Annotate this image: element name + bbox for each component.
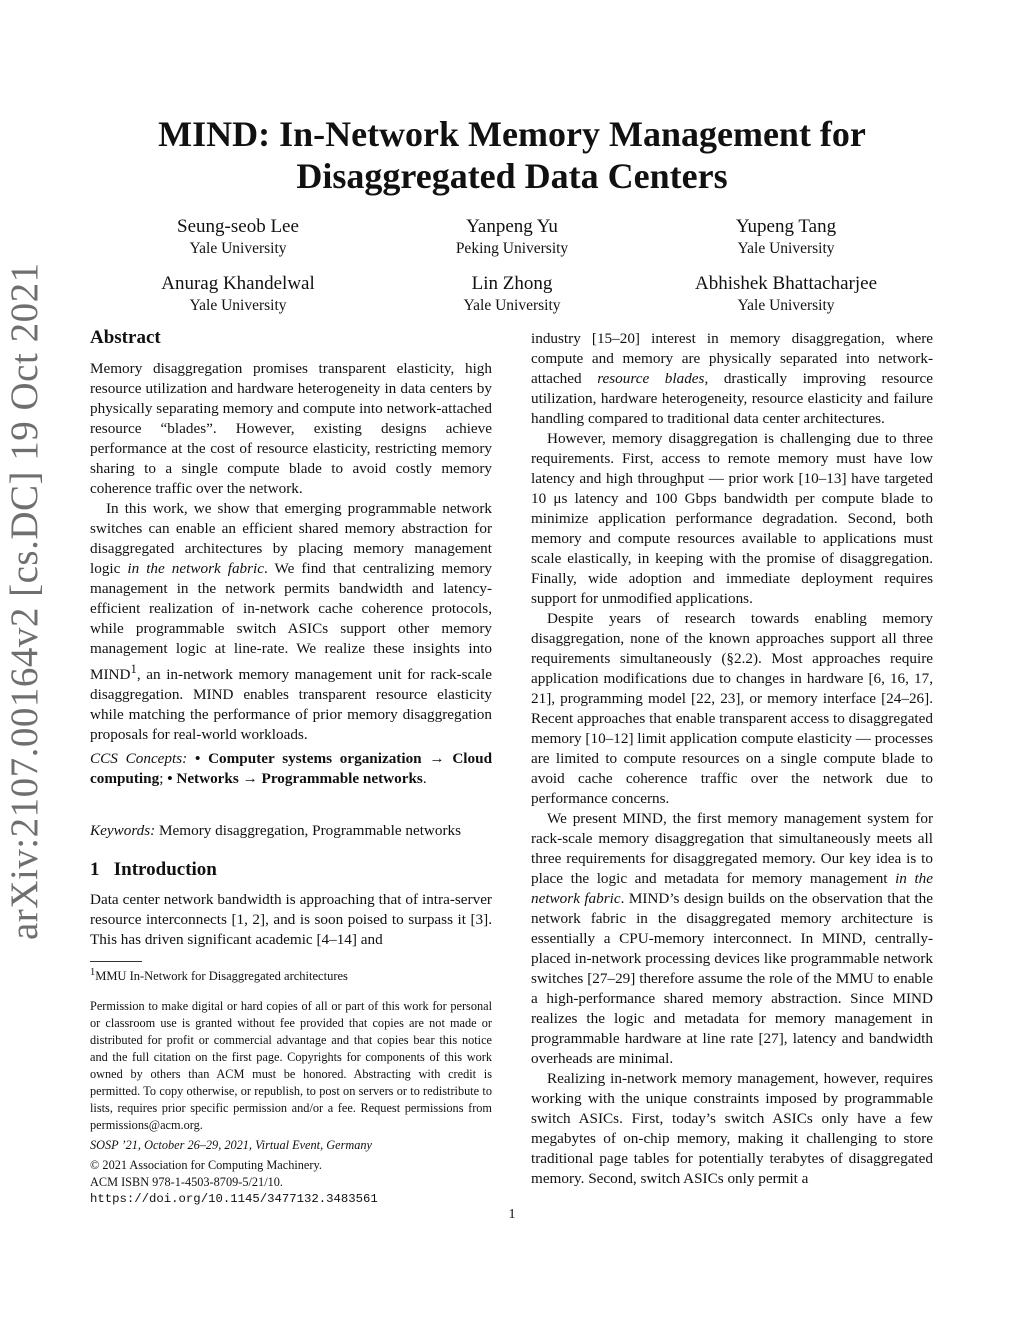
author-name: Anurag Khandelwal [161, 273, 315, 294]
paper-title [90, 113, 934, 197]
body-paragraph: Despite years of research towards enabling memory disaggregation, none of the known approaches support all three requirements simultaneously (§2.2). Most approaches require application modifications due to changes in hardware [6, 16, 17, 21], programming model [22, 23], or memory interface [24–26]. Recent approaches that enable transparent access to disaggregated memory [10–12] limit application compute elasticity — processes are limited to compute resources on a single compute blade to avoid cache coherence traffic over the network due to performance concerns. [531, 610, 933, 807]
author-affiliation: Yale University [737, 297, 835, 314]
keywords-label: Keywords: [90, 822, 156, 839]
emphasis: in the network fabric [531, 870, 934, 907]
author-affiliation: Yale University [737, 240, 835, 257]
footnote [90, 965, 348, 984]
author-name: Abhishek Bhattacharjee [694, 273, 877, 294]
abstract-heading: Abstract [90, 327, 161, 348]
author-block [118, 216, 358, 258]
abstract-paragraph: Memory disaggregation promises transparent elasticity, high resource utilization and hardware heterogeneity in data centers by physically separating memory and compute into network-attached resource “blades”. However, existing designs achieve performance at the cost of resource elasticity, restricting memory sharing to a single compute blade to avoid costly memory coherence traffic over the network. [90, 360, 492, 497]
keywords [90, 821, 492, 841]
abstract-body [90, 359, 492, 745]
copyright: © 2021 Association for Computing Machinery. [90, 1158, 322, 1172]
ccs-concept: • Computer systems organization → Cloud computing [90, 750, 493, 787]
doi-link[interactable]: https://doi.org/10.1145/3477132.3483561 [90, 1192, 378, 1206]
abstract-paragraph: In this work, we show that emerging programmable network switches can enable an efficient shared memory abstraction for disaggregated architectures by placing memory management logic in the network fabric. We find that centralizing memory management in the network permits bandwidth and latency-efficient realization of in-network cache coherence protocols, while programmable switch ASICs support other memory management logic at line-rate. We realize these insights into MIND$^1$, an in-network memory management unit for rack-scale disaggregation. MIND enables transparent resource elasticity while matching the performance of prior memory disaggregation proposals for real-world workloads. [90, 500, 492, 744]
author-affiliation: Peking University [455, 240, 569, 257]
footnote-mark: 1 [130, 662, 137, 676]
footnote-mark: 1 [90, 967, 96, 978]
body-paragraph: However, memory disaggregation is challenging due to three requirements. First, access to remote memory must have low latency and high throughput — prior work [10–13] have targeted 10 μs latency and 100 Gbps bandwidth per compute blade to minimize application performance degradation. Second, both memory and compute resources available to applications must scale elastically, in keeping with the promise of disaggregation. Finally, wide adoption and immediate deployment requires support for unmodified applications. [531, 430, 933, 607]
footnote-text: MMU In-Network for Disaggregated architectures [95, 969, 348, 984]
author-block [666, 273, 906, 315]
ccs-concepts: CCS Concepts: • Computer systems organization → Cloud computing; • Networks → Programmable networks. [90, 750, 493, 787]
system-name: MIND [892, 990, 933, 1007]
section-heading-introduction: 1 Introduction [90, 859, 217, 880]
author-name: Yupeng Tang [735, 216, 837, 237]
ccs-concept: • Networks → Programmable networks [167, 770, 423, 787]
body-paragraph: industry [15–20] interest in memory disaggregation, where compute and memory are physically separated into network-attached resource blades, drastically improving resource utilization, hardware heterogeneity, resource elasticity and failure handling compared to traditional data center architectures. [531, 330, 933, 427]
venue: SOSP ’21, October 26–29, 2021, Virtual Event, Germany [90, 1138, 372, 1152]
intro-paragraph: Data center network bandwidth is approaching that of intra-server resource interconnects [1, 2], and is soon poised to surpass it [3]. This has driven significant academic [4–14] and [90, 891, 492, 948]
intro-body [90, 890, 492, 950]
page-number: 1 [508, 1207, 516, 1222]
permission-block [90, 998, 492, 1208]
author-block [666, 216, 906, 258]
author-affiliation: Yale University [463, 297, 561, 314]
emphasis: in the network fabric [127, 560, 265, 577]
permission-text: Permission to make digital or hard copies of all or part of this work for personal or classroom use is granted without fee provided that copies are not made or distributed for profit or commercial advantage and that copies bear this notice and the full citation on the first page. Copyrights for components of this work owned by others than ACM must be honored. Abstracting with credit is permitted. To copy otherwise, or republish, to post on servers or to redistribute to lists, requires prior specific permission and/or a fee. Request permissions from permissions@acm.org. [90, 999, 492, 1132]
author-name: Lin Zhong [471, 273, 553, 294]
author-name: Yanpeng Yu [466, 216, 558, 237]
ccs-label: CCS Concepts: [90, 750, 188, 767]
right-column [531, 329, 933, 1189]
isbn: ACM ISBN 978-1-4503-8709-5/21/10. [90, 1175, 283, 1189]
emphasis: resource blades [597, 370, 705, 387]
author-affiliation: Yale University [189, 240, 287, 257]
system-name: MIND [193, 686, 234, 704]
arxiv-identifier: arXiv:2107.00164v2 [cs.DC] 19 Oct 2021 [3, 262, 46, 940]
author-block [118, 273, 358, 315]
author-name: Seung-seob Lee [177, 216, 299, 237]
system-name: MIND [622, 810, 663, 827]
system-name: MIND [90, 666, 131, 684]
body-paragraph: Realizing in-network memory management, however, requires working with the unique constraints imposed by programmable switch ASICs. First, today’s switch ASICs only have a few megabytes of on-chip memory, making it challenging to store traditional page tables for potentially terabytes of disaggregated memory. Second, switch ASICs only permit a [531, 1070, 933, 1187]
body-paragraph: We present MIND, the first memory management system for rack-scale memory disaggregation that simultaneously meets all three requirements for disaggregated memory. Our key idea is to place the logic and metadata for memory management in the network fabric. MIND’s design builds on the observation that the network fabric in the disaggregated memory architecture is essentially a CPU-memory interconnect. In MIND, centrally-placed in-network processing devices like programmable network switches [27–29] therefore assume the role of the MMU to enable a high-performance shared memory abstraction. Since MIND realizes the logic and metadata for memory management in programmable hardware at line rate [27], latency and bandwidth overheads are minimal. [531, 810, 934, 1067]
author-affiliation: Yale University [189, 297, 287, 314]
system-name: MIND [821, 930, 863, 947]
title-line-2: Disaggregated Data Centers [296, 156, 728, 196]
title-line-1: : In-Network Memory Management for [258, 114, 866, 154]
keywords-text: Memory disaggregation, Programmable networks [159, 822, 462, 839]
system-name: MIND [628, 890, 670, 907]
footnote-rule [90, 961, 142, 962]
author-block [392, 216, 632, 258]
system-name: MIND [158, 114, 259, 154]
author-block [392, 273, 632, 315]
